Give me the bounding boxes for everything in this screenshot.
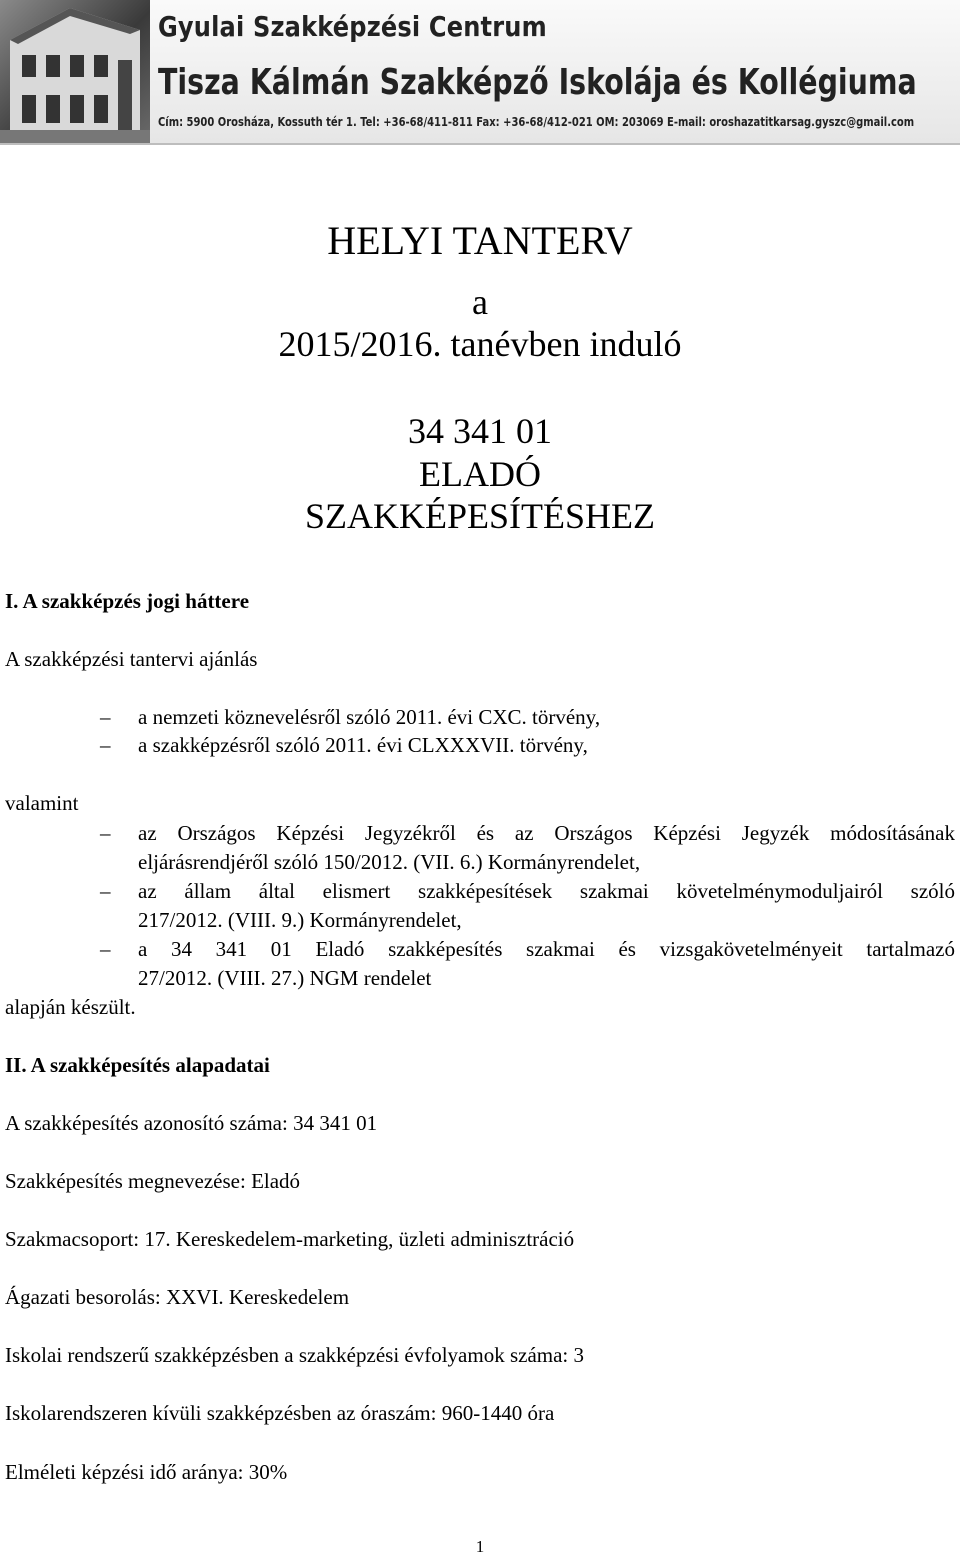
banner-school-name: Tisza Kálmán Szakképző Iskolája és Kollégiuma <box>158 62 917 103</box>
list-item-cont: 217/2012. (VIII. 9.) Kormányrendelet, <box>138 908 462 932</box>
sector-classification: Ágazati besorolás: XXVI. Kereskedelem <box>5 1285 350 1309</box>
banner-contact-info: Cím: 5900 Orosháza, Kossuth tér 1. Tel: +36-68/411-811 Fax: +36-68/412-021 OM: 203069 E-mail: oroshazatitkarsag.gyszc@gmail.com <box>158 115 915 129</box>
qualification-name: Szakképesítés megnevezése: Eladó <box>5 1169 301 1193</box>
section-1-heading: I. A szakképzés jogi háttere <box>5 589 250 613</box>
header-banner <box>0 0 960 145</box>
list-item-cont: eljárásrendjéről szóló 150/2012. (VII. 6.) Kormányrendelet, <box>138 850 641 874</box>
section-1-closing: alapján készült. <box>5 995 136 1019</box>
list-dash: – <box>100 937 111 961</box>
list-item: a 34 341 01 Eladó szakképesítés szakmai és vizsgakövetelményeit tartalmazó <box>138 937 955 961</box>
banner-org-name: Gyulai Szakképzési Centrum <box>158 10 547 43</box>
school-building-photo <box>0 0 150 143</box>
title-profession: ELADÓ <box>419 454 541 494</box>
section-2-heading: II. A szakképesítés alapadatai <box>5 1053 270 1077</box>
list-dash: – <box>100 705 111 729</box>
valamint-text: valamint <box>5 791 79 815</box>
list-dash: – <box>100 821 111 845</box>
list-item: az állam által elismert szakképesítések szakmai követelménymoduljairól szóló <box>138 879 955 903</box>
title-article: a <box>472 282 488 322</box>
extracurricular-hours: Iskolarendszeren kívüli szakképzésben az óraszám: 960-1440 óra <box>5 1401 555 1425</box>
section-1-intro: A szakképzési tantervi ajánlás <box>5 647 258 671</box>
title-code: 34 341 01 <box>408 411 552 451</box>
list-item: a szakképzésről szóló 2011. évi CLXXXVII. törvény, <box>138 733 588 757</box>
qualification-id: A szakképesítés azonosító száma: 34 341 01 <box>5 1111 378 1135</box>
profession-group: Szakmacsoport: 17. Kereskedelem-marketing, üzleti adminisztráció <box>5 1227 575 1251</box>
school-years-count: Iskolai rendszerű szakképzésben a szakképzési évfolyamok száma: 3 <box>5 1343 585 1367</box>
page-number: 1 <box>475 1537 485 1556</box>
list-item: az Országos Képzési Jegyzékről és az Országos Képzési Jegyzék módosításának <box>138 821 955 845</box>
list-item: a nemzeti köznevelésről szóló 2011. évi CXC. törvény, <box>138 705 601 729</box>
document-title: HELYI TANTERV <box>327 218 633 263</box>
list-dash: – <box>100 879 111 903</box>
title-qualification: SZAKKÉPESÍTÉSHEZ <box>305 496 655 536</box>
list-dash: – <box>100 733 111 757</box>
title-school-year: 2015/2016. tanévben induló <box>278 324 682 364</box>
list-item-cont: 27/2012. (VIII. 27.) NGM rendelet <box>138 966 432 990</box>
theory-ratio: Elméleti képzési idő aránya: 30% <box>5 1460 288 1484</box>
